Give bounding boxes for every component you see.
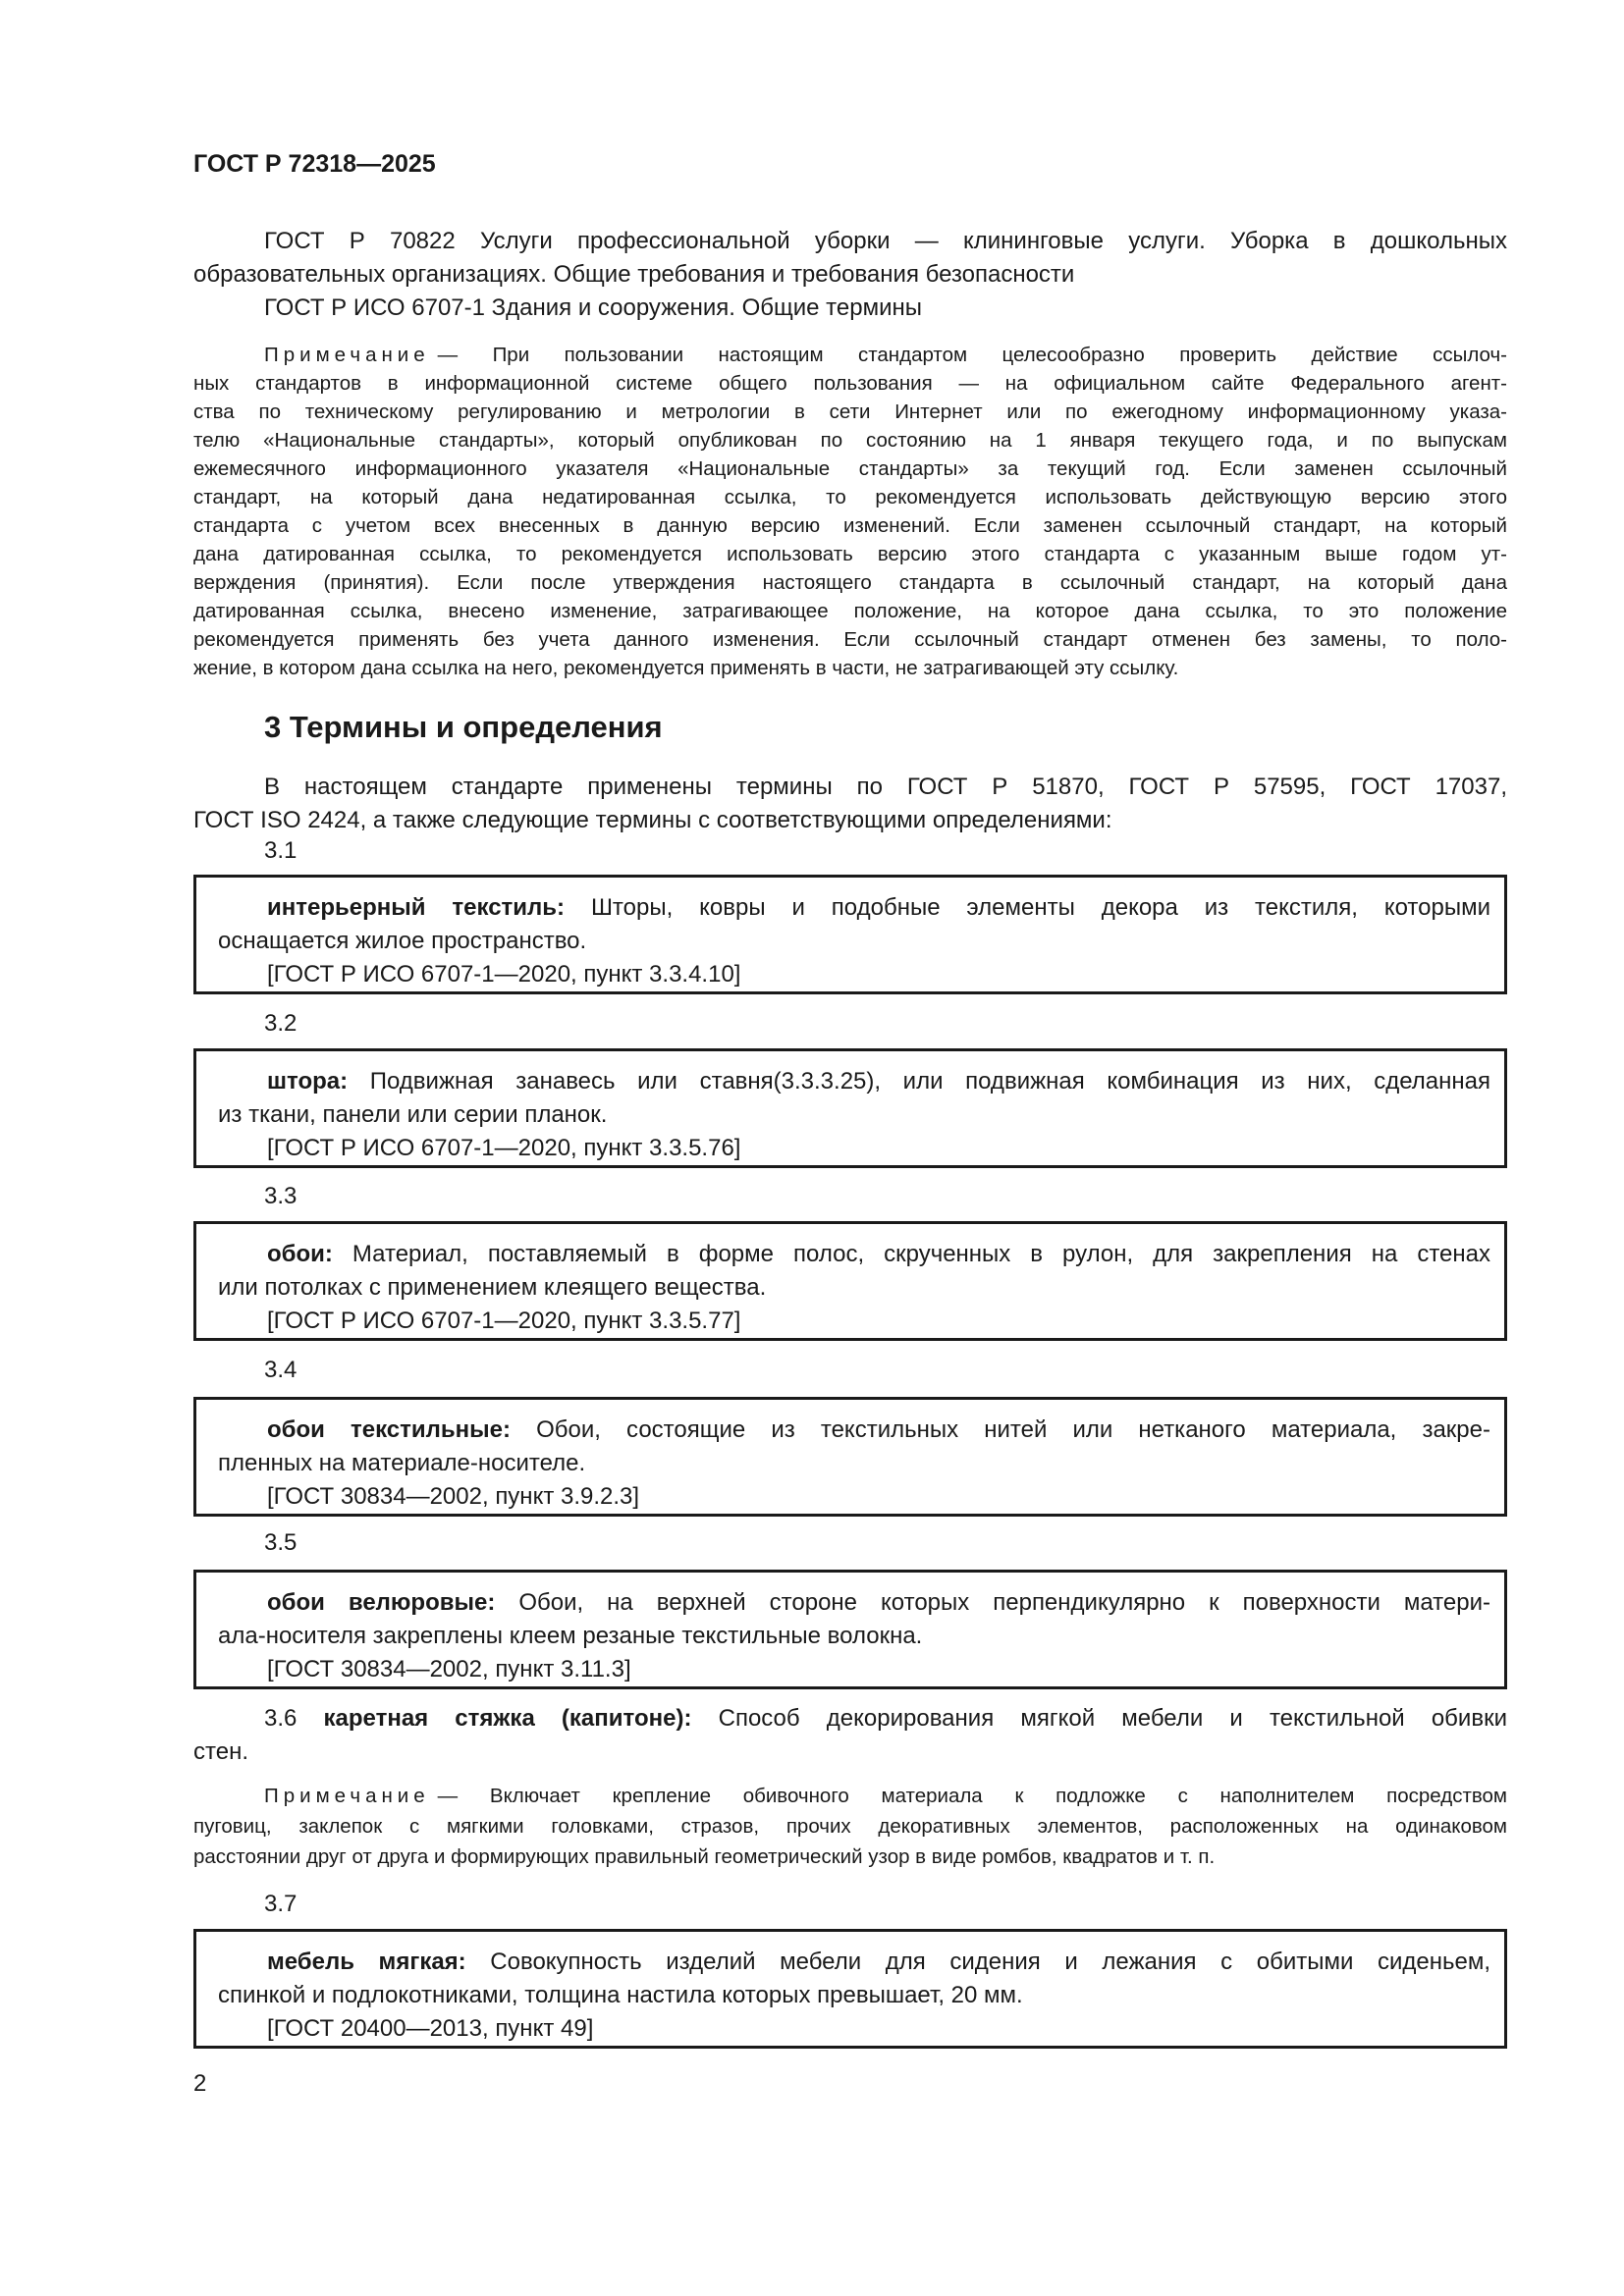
term-name: обои:: [267, 1241, 333, 1267]
note-line: [193, 369, 1507, 398]
note-text: расстоянии друг от друга и формирующих правильный геометрический узор в виде ромбов, квадратов и т. п.: [193, 1845, 1216, 1868]
term-box: [193, 1570, 1507, 1689]
note-line: [193, 483, 1507, 511]
term-number: 3.1: [264, 837, 298, 864]
term-line: стен.: [193, 1738, 248, 1765]
term-line: из ткани, панели или серии планок.: [218, 1101, 608, 1128]
term-line: [218, 1065, 1490, 1098]
term-source: [ГОСТ 20400—2013, пункт 49]: [267, 2015, 594, 2042]
note-term-3-6: [193, 1781, 1507, 1872]
note-line: [193, 454, 1507, 483]
document-number: ГОСТ Р 72318—2025: [193, 150, 436, 178]
note-text: ных стандартов в информационной системе общего пользования — на официальном сайте Федерального агент-: [193, 372, 1507, 395]
term-name: штора:: [267, 1068, 349, 1095]
note-text: жение, в котором дана ссылка на него, рекомендуется применять в части, не затрагивающей эту ссылку.: [193, 657, 1179, 679]
note-line: [193, 341, 1507, 369]
term-source: [ГОСТ Р ИСО 6707-1—2020, пункт 3.3.5.76]: [267, 1135, 741, 1161]
term-line: [218, 1586, 1490, 1620]
term-source: [ГОСТ Р ИСО 6707-1—2020, пункт 3.3.4.10]: [267, 961, 741, 988]
note-text: датированная ссылка, внесено изменение, затрагивающее положение, на которое дана ссылка, то это положение: [193, 600, 1507, 622]
term-number: 3.2: [264, 1010, 298, 1037]
note-line: [193, 1811, 1507, 1842]
term-box: [193, 1929, 1507, 2049]
term-number: 3.5: [264, 1529, 298, 1556]
note-line: [193, 625, 1507, 654]
note-line: [193, 398, 1507, 426]
note-text: — Включает крепление обивочного материала к подложке с наполнителем посредством: [437, 1785, 1507, 1807]
reference-line: ГОСТ Р ИСО 6707-1 Здания и сооружения. Общие термины: [264, 294, 923, 321]
term-box: [193, 1048, 1507, 1168]
note-line: [193, 540, 1507, 568]
note-line: [193, 511, 1507, 540]
note-references: [193, 341, 1507, 682]
note-label: Примечание: [264, 344, 430, 366]
term-line: пленных на материале-носителе.: [218, 1450, 586, 1476]
term-line: или потолках с применением клеящего вещества.: [218, 1274, 767, 1301]
term-definition: Шторы, ковры и подобные элементы декора из текстиля, которыми: [590, 894, 1490, 921]
term-name: интерьерный текстиль:: [267, 894, 566, 921]
note-text: ства по техническому регулированию и метрологии в сети Интернет или по ежегодному информационному указа-: [193, 400, 1507, 423]
term-name: обои велюровые:: [267, 1589, 496, 1616]
term-line: спинкой и подлокотниками, толщина настила которых превышает, 20 мм.: [218, 1982, 1023, 2008]
term-line: оснащается жилое пространство.: [218, 928, 587, 954]
term-definition: Обои, на верхней стороне которых перпендикулярно к поверхности матери-: [518, 1589, 1490, 1616]
term-number: 3.6: [264, 1705, 298, 1732]
term-line: ала-носителя закреплены клеем резаные текстильные волокна.: [218, 1623, 923, 1649]
term-box: [193, 1221, 1507, 1341]
term-name: мебель мягкая:: [267, 1949, 466, 1975]
term-definition: Обои, состоящие из текстильных нитей или нетканого материала, закре-: [536, 1416, 1490, 1443]
term-definition: Совокупность изделий мебели для сидения и лежания с обитыми сиденьем,: [490, 1949, 1491, 1975]
note-text: ежемесячного информационного указателя «Национальные стандарты» за текущий год. Если заменен ссылочный: [193, 457, 1507, 480]
section-intro: [193, 771, 1507, 837]
term-box: [193, 1397, 1507, 1517]
term-definition: Подвижная занавесь или ставня(3.3.3.25), или подвижная комбинация из них, сделанная: [369, 1068, 1490, 1095]
term-line: [218, 1414, 1490, 1447]
term-definition: Способ декорирования мягкой мебели и текстильной обивки: [718, 1705, 1507, 1732]
note-line: [193, 654, 1507, 682]
term-line: [193, 1702, 1507, 1735]
term-line: [218, 1946, 1490, 1979]
term-name: каретная стяжка (капитоне):: [323, 1705, 692, 1732]
note-text: телю «Национальные стандарты», который опубликован по состоянию на 1 января текущего года, и по выпускам: [193, 429, 1507, 452]
term-number: 3.7: [264, 1891, 298, 1917]
intro-line: В настоящем стандарте применены термины по ГОСТ Р 51870, ГОСТ Р 57595, ГОСТ 17037,: [264, 774, 1507, 800]
note-text: дана датированная ссылка, то рекомендуется использовать версию этого стандарта с указанным выше годом ут-: [193, 543, 1507, 565]
section-heading: 3 Термины и определения: [264, 710, 663, 744]
note-text: стандарт, на который дана недатированная ссылка, то рекомендуется использовать действующую версию этого: [193, 486, 1507, 508]
note-line: [193, 568, 1507, 597]
page-number: 2: [193, 2070, 207, 2097]
term-definition: Материал, поставляемый в форме полос, скрученных в рулон, для закрепления на стенах: [352, 1241, 1490, 1267]
intro-line: ГОСТ ISO 2424, а также следующие термины с соответствующими определениями:: [193, 807, 1112, 833]
term-source: [ГОСТ 30834—2002, пункт 3.11.3]: [267, 1656, 631, 1682]
note-text: стандарта с учетом всех внесенных в данную версию изменений. Если заменен ссылочный стандарт, на который: [193, 514, 1507, 537]
term-line: [218, 1238, 1490, 1271]
note-line: [193, 1842, 1507, 1872]
term-number: 3.4: [264, 1357, 298, 1383]
term-line: [218, 891, 1490, 925]
term-source: [ГОСТ 30834—2002, пункт 3.9.2.3]: [267, 1483, 640, 1510]
term-box: [193, 875, 1507, 994]
note-label: Примечание: [264, 1785, 430, 1807]
term-name: обои текстильные:: [267, 1416, 511, 1443]
reference-list: [193, 225, 1507, 325]
term-source: [ГОСТ Р ИСО 6707-1—2020, пункт 3.3.5.77]: [267, 1308, 741, 1334]
note-text: — При пользовании настоящим стандартом целесообразно проверить действие ссылоч-: [437, 344, 1507, 366]
note-text: верждения (принятия). Если после утверждения настоящего стандарта в ссылочный стандарт, на который дана: [193, 571, 1507, 594]
note-line: [193, 597, 1507, 625]
note-text: пуговиц, заклепок с мягкими головками, стразов, прочих декоративных элементов, расположенных на одинаковом: [193, 1815, 1507, 1838]
note-line: [193, 1781, 1507, 1811]
term-entry: [193, 1702, 1507, 1769]
note-text: рекомендуется применять без учета данного изменения. Если ссылочный стандарт отменен без замены, то поло-: [193, 628, 1507, 651]
reference-line: ГОСТ Р 70822 Услуги профессиональной уборки — клининговые услуги. Уборка в дошкольных: [264, 228, 1507, 254]
reference-line: образовательных организациях. Общие требования и требования безопасности: [193, 261, 1075, 288]
note-line: [193, 426, 1507, 454]
term-number: 3.3: [264, 1183, 298, 1209]
